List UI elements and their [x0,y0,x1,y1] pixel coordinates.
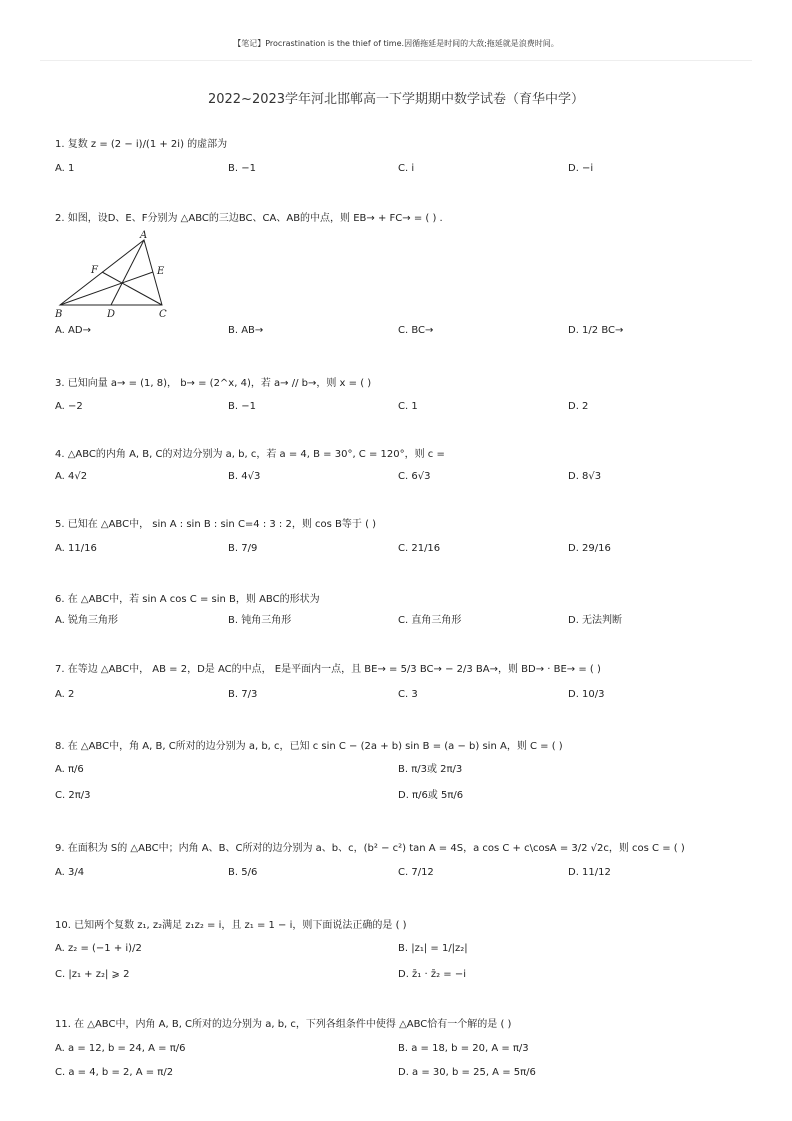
q10-option-b: B. |z₁| = 1/|z₂| [398,943,468,954]
question-3-stem: 3. 已知向量 a→ = (1, 8)， b→ = (2^x, 4)，若 a→ // b→，则 x = ( ) [55,378,372,389]
q9-option-b: B. 5/6 [228,867,258,878]
q11-option-a: A. a = 12, b = 24, A = π/6 [55,1043,186,1054]
fig-label-a: A [140,230,148,241]
q5-option-b: B. 7/9 [228,543,258,554]
question-1-stem: 1. 复数 z = (2 − i)/(1 + 2i) 的虚部为 [55,139,228,150]
q4-option-c: C. 6√3 [398,471,431,482]
q2-option-c: C. BC→ [398,325,434,336]
question-5-stem: 5. 已知在 △ABC中， sin A : sin B : sin C=4 : 3 : 2，则 cos B等于 ( ) [55,519,377,530]
page-title: 2022~2023学年河北邯郸高一下学期期中数学试卷（育华中学） [207,92,585,107]
q5-option-d: D. 29/16 [568,543,611,554]
q7-option-b: B. 7/3 [228,689,258,700]
q2-option-d: D. 1/2 BC→ [568,325,624,336]
q3-option-c: C. 1 [398,401,418,412]
fig-label-c: C [159,309,167,320]
q10-option-a: A. z₂ = (−1 + i)/2 [55,943,142,954]
q3-option-a: A. −2 [55,401,83,412]
q8-option-d: D. π/6或 5π/6 [398,790,464,801]
q6-option-a: A. 锐角三角形 [55,615,119,626]
q7-option-c: C. 3 [398,689,418,700]
q7-option-d: D. 10/3 [568,689,605,700]
q6-option-b: B. 钝角三角形 [228,615,292,626]
q8-option-c: C. 2π/3 [55,790,91,801]
question-8-stem: 8. 在 △ABC中，角 A, B, C所对的边分别为 a, b, c，已知 c sin C − (2a + b) sin B = (a − b) sin A，则 C = ( ) [55,741,563,752]
q6-option-c: C. 直角三角形 [398,615,462,626]
q4-option-d: D. 8√3 [568,471,602,482]
q10-option-c: C. |z₁ + z₂| ⩾ 2 [55,969,130,980]
question-4-stem: 4. △ABC的内角 A, B, C的对边分别为 a, b, c，若 a = 4, B = 30°, C = 120°，则 c = [55,449,445,460]
q8-option-b: B. π/3或 2π/3 [398,764,463,775]
fig-label-f: F [91,265,98,276]
question-6-stem: 6. 在 △ABC中，若 sin A cos C = sin B，则 ABC的形状为 [55,594,320,605]
header-note: 【笔记】Procrastination is the thief of time.因循拖延是时间的大敌;拖延就是浪费时间。 [233,39,559,48]
q11-option-c: C. a = 4, b = 2, A = π/2 [55,1067,174,1078]
question-9-stem: 9. 在面积为 S的 △ABC中；内角 A、B、C所对的边分别为 a、b、c，(b² − c²) tan A = 4S，a cos C + c\cosA = 3/2 √2c，则 cos C = ( ) [55,843,685,854]
q11-option-d: D. a = 30, b = 25, A = 5π/6 [398,1067,536,1078]
q5-option-c: C. 21/16 [398,543,441,554]
fig-label-e: E [157,266,165,277]
q4-option-b: B. 4√3 [228,471,261,482]
fig-label-d: D [107,309,116,320]
q2-option-b: B. AB→ [228,325,264,336]
q11-option-b: B. a = 18, b = 20, A = π/3 [398,1043,529,1054]
q2-option-a: A. AD→ [55,325,91,336]
question-10-stem: 10. 已知两个复数 z₁, z₂满足 z₁z₂ = i，且 z₁ = 1 − i，则下面说法正确的是 ( ) [55,920,407,931]
q1-option-b: B. −1 [228,163,256,174]
fig-label-b: B [55,309,63,320]
question-7-stem: 7. 在等边 △ABC中， AB = 2，D是 AC的中点， E是平面内一点，且 BE→ = 5/3 BC→ − 2/3 BA→，则 BD→ · BE→ = ( ) [55,664,601,675]
q5-option-a: A. 11/16 [55,543,97,554]
header-divider [40,60,752,61]
q1-option-d: D. −i [568,163,594,174]
triangle-figure [52,228,182,320]
q3-option-b: B. −1 [228,401,256,412]
q9-option-c: C. 7/12 [398,867,434,878]
q9-option-a: A. 3/4 [55,867,85,878]
question-2-stem: 2. 如图，设D、E、F分别为 △ABC的三边BC、CA、AB的中点，则 EB→ + FC→ = ( ) . [55,213,443,224]
q4-option-a: A. 4√2 [55,471,88,482]
question-11-stem: 11. 在 △ABC中，内角 A, B, C所对的边分别为 a, b, c，下列各组条件中使得 △ABC恰有一个解的是 ( ) [55,1019,512,1030]
q7-option-a: A. 2 [55,689,75,700]
q1-option-a: A. 1 [55,163,75,174]
q9-option-d: D. 11/12 [568,867,611,878]
q10-option-d: D. z̄₁ · z̄₂ = −i [398,969,467,980]
q6-option-d: D. 无法判断 [568,615,623,626]
q1-option-c: C. i [398,163,415,174]
q8-option-a: A. π/6 [55,764,84,775]
q3-option-d: D. 2 [568,401,589,412]
